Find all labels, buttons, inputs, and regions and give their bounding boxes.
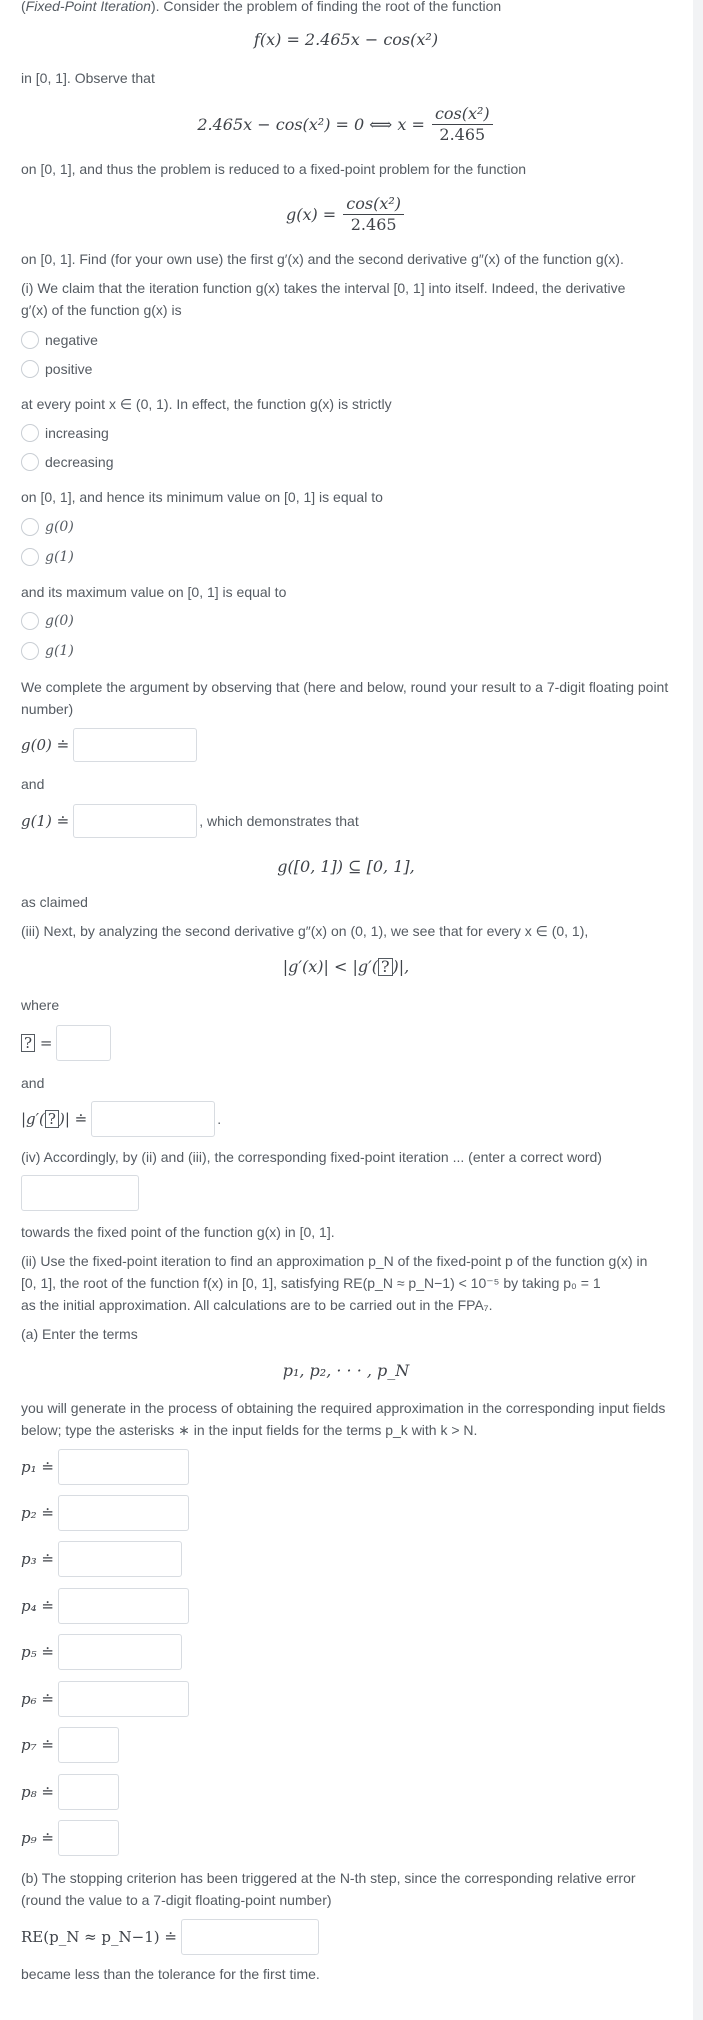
g0-label: g(0) ≐ <box>21 736 70 754</box>
p9-input[interactable] <box>58 1820 119 1856</box>
abs-right: )| ≐ <box>58 1110 88 1128</box>
intro-text: ). Consider the problem of finding the root of the function <box>150 0 502 14</box>
part-iv-text: (iv) Accordingly, by (ii) and (iii), the corresponding fixed-point iteration ... (enter a correct word) <box>21 1149 602 1165</box>
part-b-line-1: (b) The stopping criterion has been triggered at the N-th step, since the corresponding relative error <box>21 1870 636 1886</box>
option-label: increasing <box>45 425 109 441</box>
option-max-g0[interactable] <box>21 609 74 633</box>
option-label: decreasing <box>45 454 114 470</box>
part-a-text: (a) Enter the terms <box>21 1326 138 1342</box>
p7-label: p₇ ≐ <box>21 1736 54 1754</box>
option-negative[interactable] <box>21 328 98 352</box>
p5-field <box>21 1634 182 1670</box>
p6-input[interactable] <box>58 1681 189 1717</box>
p7-field <box>21 1727 119 1763</box>
q-label <box>21 1034 52 1052</box>
radio-icon[interactable] <box>21 548 39 566</box>
period: . <box>217 1111 222 1127</box>
ineq-right: )|, <box>392 957 410 976</box>
radio-icon[interactable] <box>21 453 39 471</box>
radio-icon[interactable] <box>21 518 39 536</box>
convergence-word-input[interactable] <box>21 1175 139 1211</box>
p1-field <box>21 1449 189 1485</box>
equiv-fraction <box>432 104 493 145</box>
every-point-text: at every point x ∈ (0, 1). In effect, the function g(x) is strictly <box>21 396 392 412</box>
q-eq: = <box>39 1034 53 1052</box>
terms-equation: p₁, p₂, · · · , p_N <box>282 1361 410 1380</box>
q-field <box>21 1025 111 1061</box>
intro-line: (Fixed-Point Iteration). Consider the problem of finding the root of the function <box>21 0 502 14</box>
complete-line-2: number) <box>21 701 74 717</box>
radio-icon[interactable] <box>21 360 39 378</box>
option-label: g(1) <box>45 643 74 659</box>
part-b-line-2: (round the value to a 7-digit floating-point number) <box>21 1892 332 1908</box>
option-decreasing[interactable] <box>21 450 114 474</box>
equiv-lhs: 2.465x − cos(x²) = 0 ⟺ x = <box>197 115 425 134</box>
radio-icon[interactable] <box>21 642 39 660</box>
reduced-text: on [0, 1], and thus the problem is reduced to a fixed-point problem for the function <box>21 161 527 177</box>
p2-input[interactable] <box>58 1495 189 1531</box>
q-input[interactable] <box>56 1025 111 1061</box>
abs-deriv-input[interactable] <box>91 1101 215 1137</box>
equivalence-equation <box>21 104 671 145</box>
and-text-2: and <box>21 1075 45 1091</box>
p3-input[interactable] <box>58 1541 182 1577</box>
generate-line-2: below; type the asterisks ∗ in the input fields for the terms p_k with k > N. <box>21 1422 478 1438</box>
g-denominator: 2.465 <box>350 215 397 234</box>
g0-field <box>21 728 197 762</box>
placeholder-box: ? <box>21 1034 35 1052</box>
ineq-left: |g′(x)| < |g′( <box>282 957 378 976</box>
interval-text: in [0, 1]. Observe that <box>21 70 155 86</box>
title-italic: Fixed-Point Iteration <box>25 0 151 14</box>
find-text: on [0, 1]. Find (for your own use) the first g′(x) and the second derivative g″(x) of the function g(x). <box>21 251 624 267</box>
equiv-denominator: 2.465 <box>439 125 486 144</box>
part-ii-line-1: (ii) Use the fixed-point iteration to find an approximation p_N of the fixed-point p of the function g(x) in <box>21 1253 648 1269</box>
re-field <box>21 1919 319 1955</box>
p8-label: p₈ ≐ <box>21 1783 54 1801</box>
radio-icon[interactable] <box>21 424 39 442</box>
inequality-equation <box>21 957 671 976</box>
re-label: RE(p_N ≈ p_N−1) ≐ <box>21 1928 177 1946</box>
p4-field <box>21 1588 189 1624</box>
placeholder-box: ? <box>45 1110 59 1128</box>
option-increasing[interactable] <box>21 421 109 445</box>
g0-input[interactable] <box>73 728 197 762</box>
abs-deriv-field <box>21 1101 221 1137</box>
max-text: and its maximum value on [0, 1] is equal to <box>21 584 287 600</box>
option-max-g1[interactable] <box>21 639 74 663</box>
p8-input[interactable] <box>58 1774 119 1810</box>
p2-field <box>21 1495 189 1531</box>
re-input[interactable] <box>181 1919 319 1955</box>
p3-field <box>21 1541 182 1577</box>
part-ii-line-2: [0, 1], the root of the function f(x) in [0, 1], satisfying RE(p_N ≈ p_N−1) < 10⁻⁵ by taking p₀ = 1 <box>21 1275 601 1291</box>
p2-label: p₂ ≐ <box>21 1504 54 1522</box>
p9-field <box>21 1820 119 1856</box>
subset-equation: g([0, 1]) ⊆ [0, 1], <box>277 857 415 876</box>
p1-label: p₁ ≐ <box>21 1458 54 1476</box>
g1-field <box>21 804 359 838</box>
placeholder-box: ? <box>378 958 393 976</box>
g1-label: g(1) ≐ <box>21 812 70 830</box>
p6-field <box>21 1681 189 1717</box>
p4-label: p₄ ≐ <box>21 1597 54 1615</box>
abs-left: |g′( <box>21 1110 45 1128</box>
g-numerator: cos(x²) <box>343 194 404 215</box>
part-iii-text: (iii) Next, by analyzing the second derivative g″(x) on (0, 1), we see that for every x ∈ (0, 1), <box>21 923 589 939</box>
option-label: g(1) <box>45 549 74 565</box>
towards-text: towards the fixed point of the function g(x) in [0, 1]. <box>21 1224 335 1240</box>
option-min-g1[interactable] <box>21 545 74 569</box>
g-fraction <box>343 194 404 235</box>
p5-input[interactable] <box>58 1634 182 1670</box>
generate-line-1: you will generate in the process of obtaining the required approximation in the corresponding input fields <box>21 1400 666 1416</box>
p4-input[interactable] <box>58 1588 189 1624</box>
g1-input[interactable] <box>73 804 197 838</box>
claim-line-1: (i) We claim that the iteration function g(x) takes the interval [0, 1] into itself. Indeed, the derivative <box>21 280 626 296</box>
option-positive[interactable] <box>21 357 92 381</box>
option-min-g0[interactable] <box>21 515 74 539</box>
where-text: where <box>21 997 60 1013</box>
scrollbar[interactable] <box>693 0 703 2020</box>
p1-input[interactable] <box>58 1449 189 1485</box>
option-label: g(0) <box>45 519 74 535</box>
g-equation <box>21 194 671 235</box>
abs-deriv-label <box>21 1110 87 1128</box>
g-lhs: g(x) = <box>285 205 337 224</box>
min-text: on [0, 1], and hence its minimum value on [0, 1] is equal to <box>21 489 383 505</box>
p9-label: p₉ ≐ <box>21 1829 54 1847</box>
radio-icon[interactable] <box>21 331 39 349</box>
p5-label: p₅ ≐ <box>21 1643 54 1661</box>
final-text: became less than the tolerance for the first time. <box>21 1966 320 1982</box>
radio-icon[interactable] <box>21 612 39 630</box>
part-ii-line-3: as the initial approximation. All calculations are to be carried out in the FPA₇. <box>21 1297 493 1313</box>
complete-line-1: We complete the argument by observing that (here and below, round your result to a 7-digit floating point <box>21 679 669 695</box>
option-label: negative <box>45 332 98 348</box>
demonstrates-text: , which demonstrates that <box>199 813 359 829</box>
equiv-numerator: cos(x²) <box>432 104 493 125</box>
as-claimed-text: as claimed <box>21 894 88 910</box>
p7-input[interactable] <box>58 1727 119 1763</box>
p8-field <box>21 1774 119 1810</box>
option-label: g(0) <box>45 613 74 629</box>
p6-label: p₆ ≐ <box>21 1690 54 1708</box>
f-equation: f(x) = 2.465x − cos(x²) <box>253 30 439 49</box>
p3-label: p₃ ≐ <box>21 1550 54 1568</box>
and-text: and <box>21 776 45 792</box>
claim-line-2: g′(x) of the function g(x) is <box>21 302 182 318</box>
option-label: positive <box>45 361 93 377</box>
